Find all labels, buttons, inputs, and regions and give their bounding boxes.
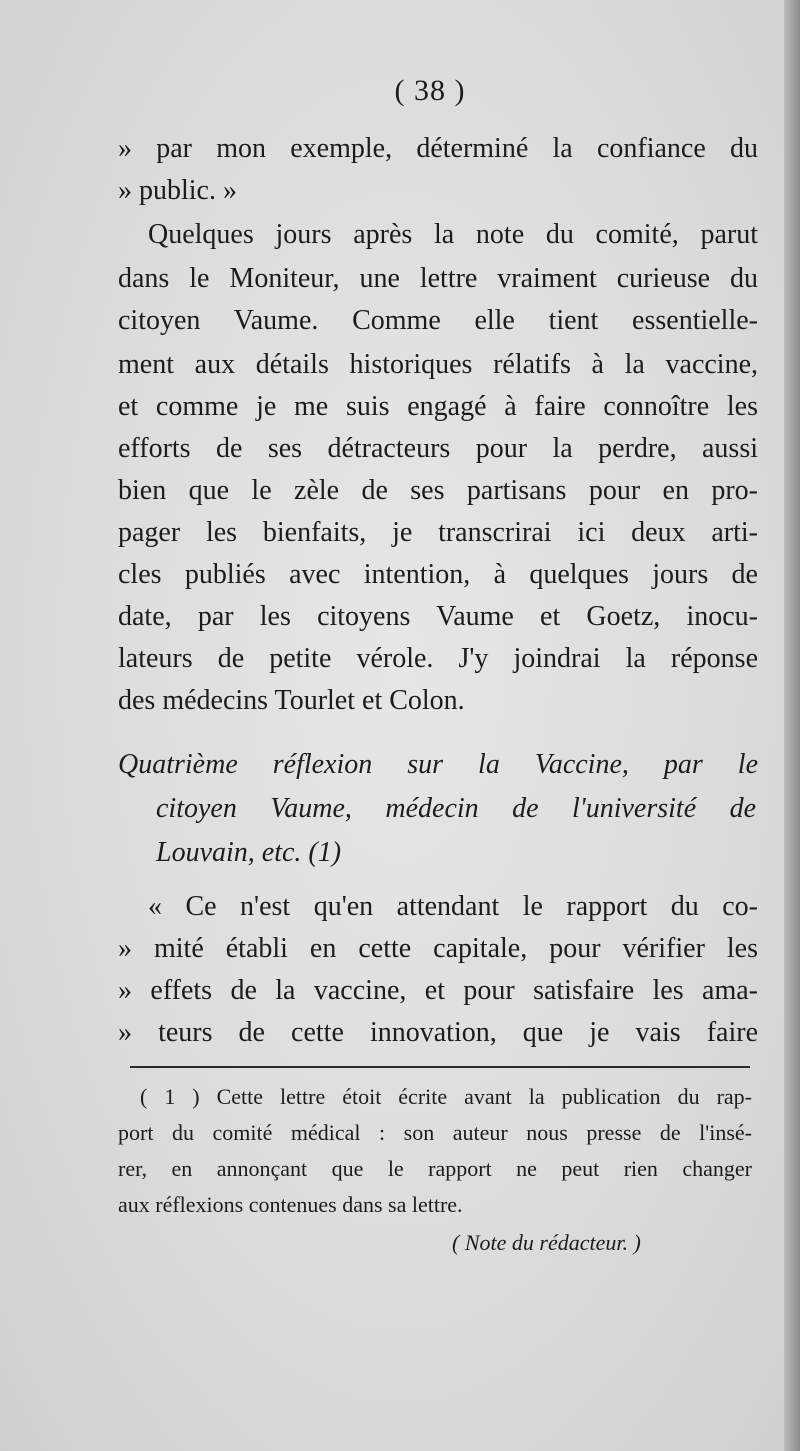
section-heading-line: citoyen Vaume, médecin de l'université de [156, 793, 756, 824]
body-line: » par mon exemple, déterminé la confiance du [118, 133, 758, 164]
body-line: date, par les citoyens Vaume et Goetz, inocu- [118, 601, 758, 632]
quote-line: » teurs de cette innovation, que je vais faire [118, 1017, 758, 1048]
body-line: ment aux détails historiques rélatifs à la vaccine, [118, 349, 758, 380]
footnote-line: rer, en annonçant que le rapport ne peut rien changer [118, 1156, 752, 1181]
footnote-signature: ( Note du rédacteur. ) [452, 1230, 641, 1255]
quote-line: » effets de la vaccine, et pour satisfaire les ama- [118, 975, 758, 1006]
body-line: bien que le zèle de ses partisans pour en pro- [118, 475, 758, 506]
quote-line: « Ce n'est qu'en attendant le rapport du co- [148, 891, 758, 922]
body-line: » public. » [118, 175, 237, 206]
body-line: pager les bienfaits, je transcrirai ici deux arti- [118, 517, 758, 548]
body-line: cles publiés avec intention, à quelques jours de [118, 559, 758, 590]
body-line: citoyen Vaume. Comme elle tient essentielle- [118, 305, 758, 336]
body-line: dans le Moniteur, une lettre vraiment curieuse du [118, 263, 758, 294]
section-heading-line: Quatrième réflexion sur la Vaccine, par le [118, 749, 758, 780]
section-heading-line: Louvain, etc. (1) [156, 837, 342, 868]
quote-line: » mité établi en cette capitale, pour vérifier les [118, 933, 758, 964]
page-edge-shadow [784, 0, 800, 1451]
body-line: des médecins Tourlet et Colon. [118, 685, 465, 716]
body-line: et comme je me suis engagé à faire connoître les [118, 391, 758, 422]
body-line: efforts de ses détracteurs pour la perdre, aussi [118, 433, 758, 464]
footnote-line: ( 1 ) Cette lettre étoit écrite avant la publication du rap- [140, 1084, 752, 1109]
footnote-line: aux réflexions contenues dans sa lettre. [118, 1192, 463, 1217]
paragraph-start-line: Quelques jours après la note du comité, parut [148, 219, 758, 250]
footnote-line: port du comité médical : son auteur nous presse de l'insé- [118, 1120, 752, 1145]
page-number: ( 38 ) [394, 74, 466, 107]
footnote-divider [130, 1066, 750, 1068]
body-line: lateurs de petite vérole. J'y joindrai la réponse [118, 643, 758, 674]
